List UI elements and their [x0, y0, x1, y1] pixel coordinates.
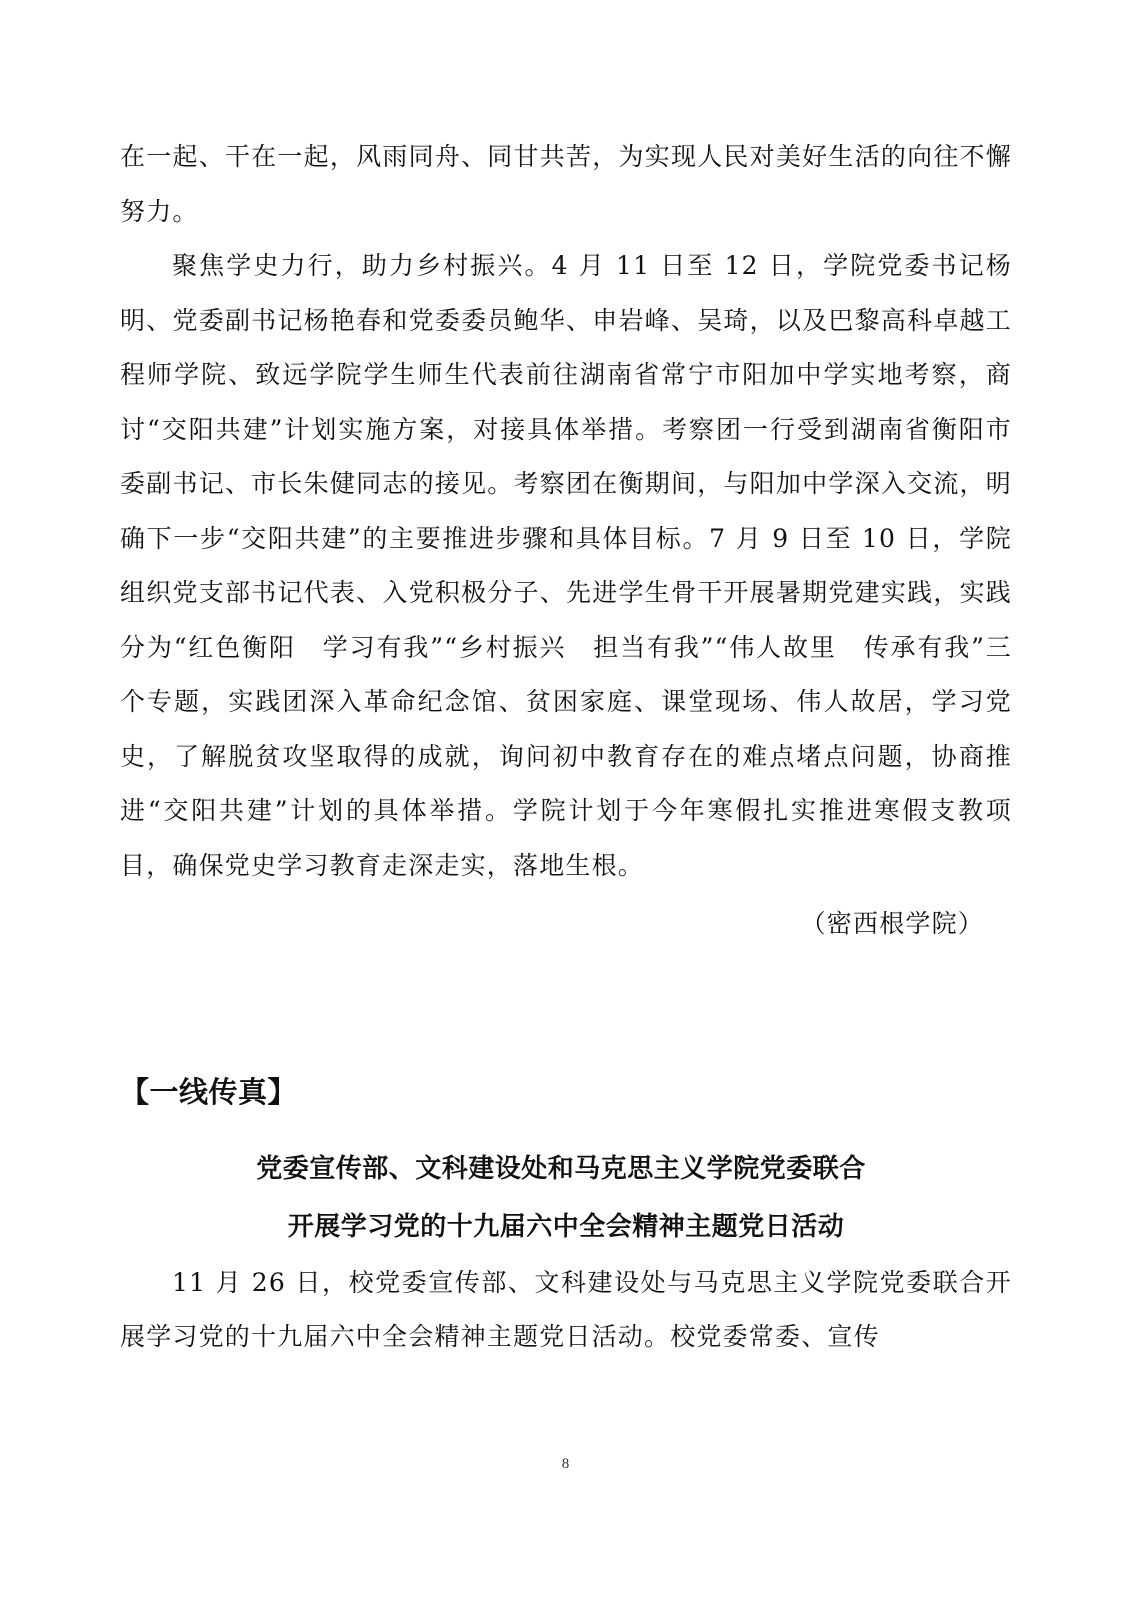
- paragraph-continuation: 在一起、干在一起，风雨同舟、同甘共苦，为实现人民对美好生活的向往不懈努力。: [120, 142, 1012, 226]
- paragraph-rural-revitalization: 聚焦学史力行，助力乡村振兴。4 月 11 日至 12 日，学院党委书记杨明、党委副书记杨艳春和党委委员鲍华、申岩峰、吴琦，以及巴黎高科卓越工程师学院、致远学院学生师生代表前往湖南省常宁市阳加中学实地考察，商讨“交阳共建”计划实施方案，对接具体举措。考察团一行受到湖南省衡阳市委副书记、市长朱健同志的接见。考察团在衡期间，与阳加中学深入交流，明确下一步“交阳共建”的主要推进步骤和具体目标。7 月 9 日至 10 日，学院组织党支部书记代表、入党积极分子、先进学生骨干开展暑期党建实践，实践分为“红色衡阳 学习有我”“乡村振兴 担当有我”“伟人故里 传承有我”三个专题，实践团深入革命纪念馆、贫困家庭、课堂现场、伟人故居，学习党史，了解脱贫攻坚取得的成就，询问初中教育存在的难点堵点问题，协商推进“交阳共建”计划的具体举措。学院计划于今年寒假扎实推进寒假支教项目，确保党史学习教育走深走实，落地生根。: [120, 251, 1012, 880]
- page-number: 8: [561, 1456, 570, 1472]
- page-content: [120, 130, 1012, 1365]
- section-heading: 【一线传真】: [120, 1074, 298, 1109]
- article-title: [120, 1140, 1012, 1256]
- article-body-paragraph: 11 月 26 日，校党委宣传部、文科建设处与马克思主义学院党委联合开展学习党的十九届六中全会精神主题党日活动。校党委常委、宣传: [120, 1267, 1012, 1351]
- article-source: （密西根学院）: [800, 909, 984, 938]
- article-title-line-1: 党委宣传部、文科建设处和马克思主义学院党委联合: [256, 1153, 866, 1184]
- article-title-line-2: 开展学习党的十九届六中全会精神主题党日活动: [287, 1211, 845, 1242]
